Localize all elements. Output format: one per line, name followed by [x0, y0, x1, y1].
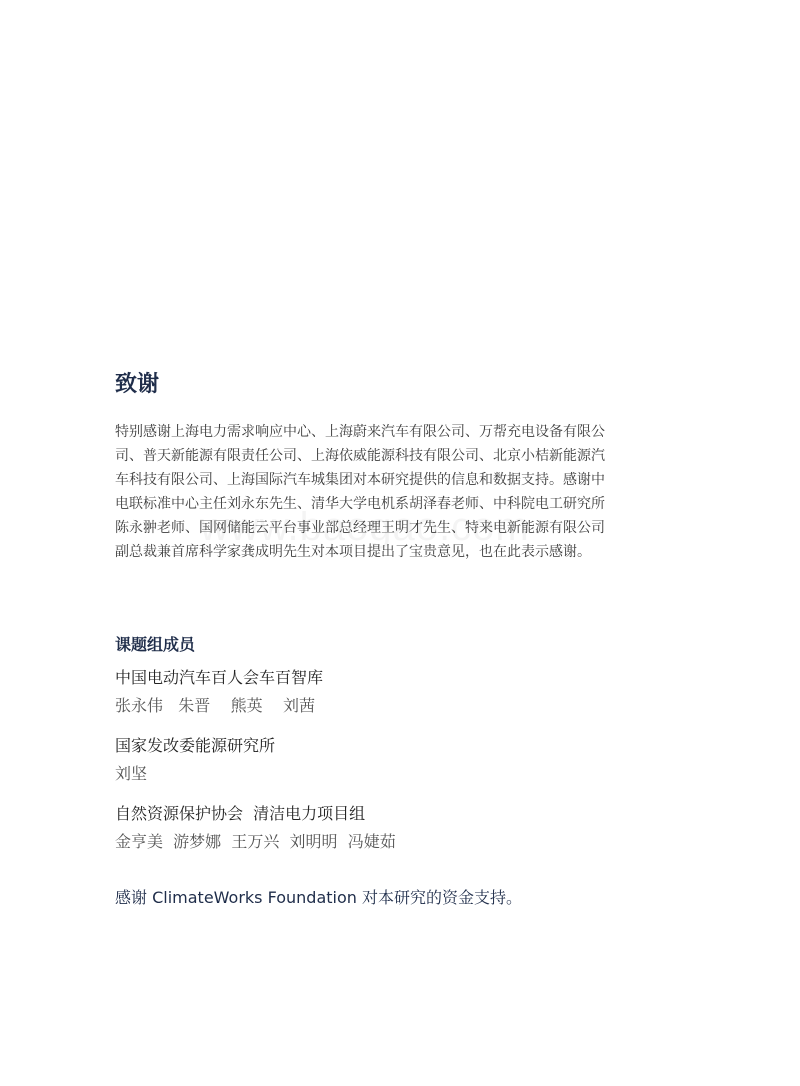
acknowledgement-body: 特别感谢上海电力需求响应中心、上海蔚来汽车有限公司、万帮充电设备有限公司、普天新能源有限责任公司、上海依威能源科技有限公司、北京小桔新能源汽车科技有限公司、上海国际汽车城集团对本研究提供的信息和数据支持。感谢中电联标准中心主任刘永东先生、清华大学电机系胡泽春老师、中科院电工研究所陈永翀老师、国网储能云平台事业部总经理王明才先生、特来电新能源有限公司副总裁兼首席科学家龚成明先生对本项目提出了宝贵意见，也在此表示感谢。	[115, 424, 605, 560]
member-names: 金亨美 游梦娜 王万兴 刘明明 冯婕茹	[115, 832, 396, 851]
member-names: 张永伟 朱晋 熊英 刘茜	[115, 696, 315, 715]
members-heading: 课题组成员	[115, 635, 196, 654]
member-names: 刘坚	[115, 764, 148, 783]
member-org: 自然资源保护协会 清洁电力项目组	[115, 804, 366, 823]
member-org: 国家发改委能源研究所	[115, 736, 276, 755]
member-org: 中国电动汽车百人会车百智库	[115, 668, 324, 687]
acknowledgement-title: 致谢	[115, 372, 160, 397]
funding-note: 感谢 ClimateWorks Foundation 对本研究的资金支持。	[115, 888, 522, 907]
